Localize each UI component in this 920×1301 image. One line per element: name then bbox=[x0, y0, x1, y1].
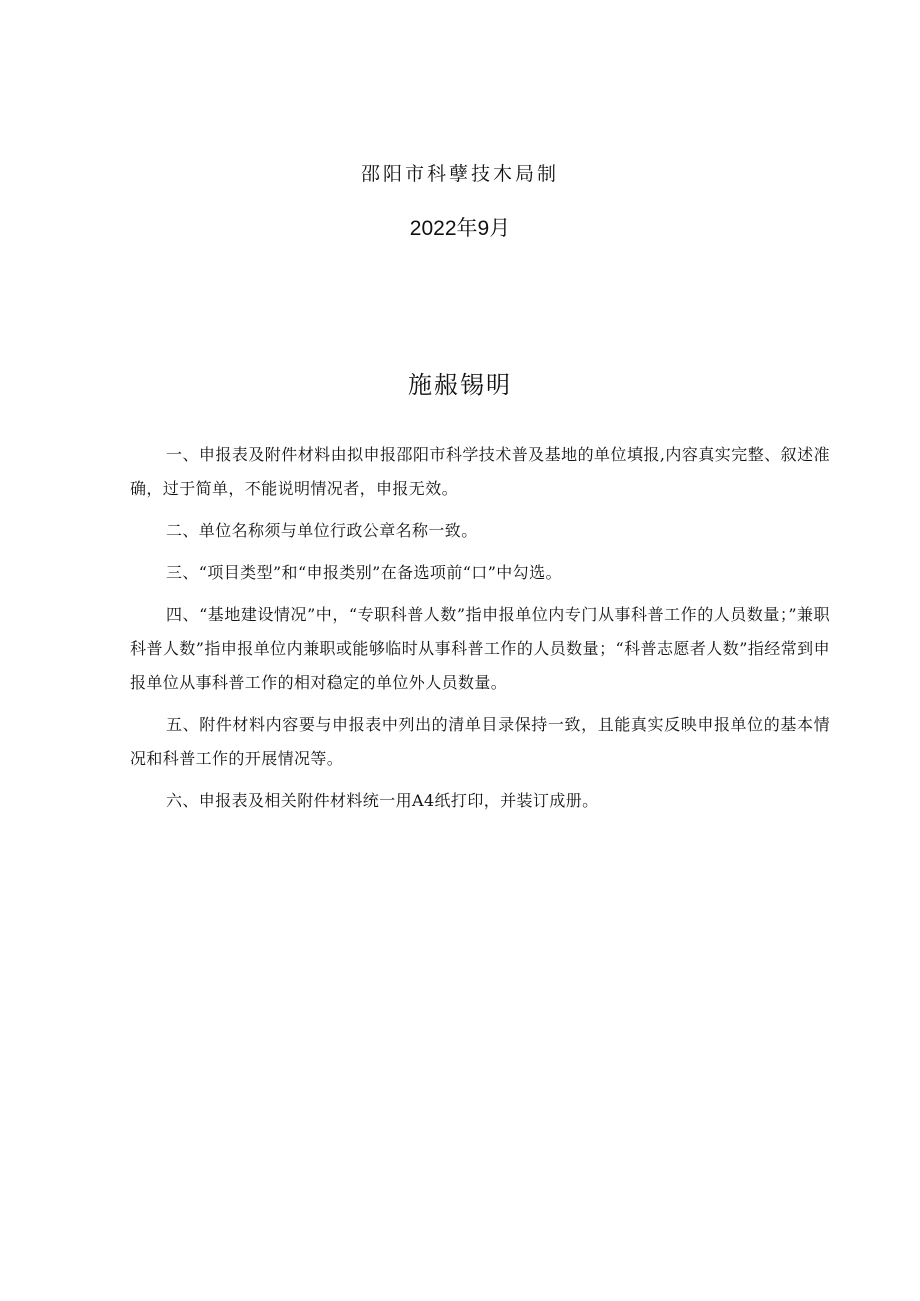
instruction-item-4: 四、“基地建设情况”中，“专职科普人数”指申报单位内专门从事科普工作的人员数量；”兼职科普人数”指申报单位内兼职或能够临时从事科普工作的人员数量；“科普志愿者人数”指经常到申报单位从事科普工作的相对稳定的单位外人员数量。 bbox=[130, 605, 830, 692]
instruction-item-5: 五、附件材料内容要与申报表中列出的清单目录保持一致，且能真实反映申报单位的基本情况和科普工作的开展情况等。 bbox=[130, 715, 830, 768]
instruction-item-2: 二、单位名称须与单位行政公章名称一致。 bbox=[166, 521, 478, 540]
instruction-item-3: 三、“项目类型”和“申报类别”在备选项前“口”中勾选。 bbox=[166, 563, 562, 582]
instruction-item-1: 一、申报表及附件材料由拟申报邵阳市科学技术普及基地的单位填报,内容真实完整、叙述准确，过于简单，不能说明情况者，申报无效。 bbox=[130, 445, 830, 498]
issue-date: 2022年9月 bbox=[409, 217, 511, 240]
instructions-list bbox=[130, 438, 830, 818]
instruction-item-6: 六、申报表及相关附件材料统一用A4纸打印，并装订成册。 bbox=[166, 791, 599, 810]
issuer-line: 邵阳市科孽技木局制 bbox=[360, 163, 559, 185]
instructions-title: 施赧锡明 bbox=[408, 371, 512, 399]
